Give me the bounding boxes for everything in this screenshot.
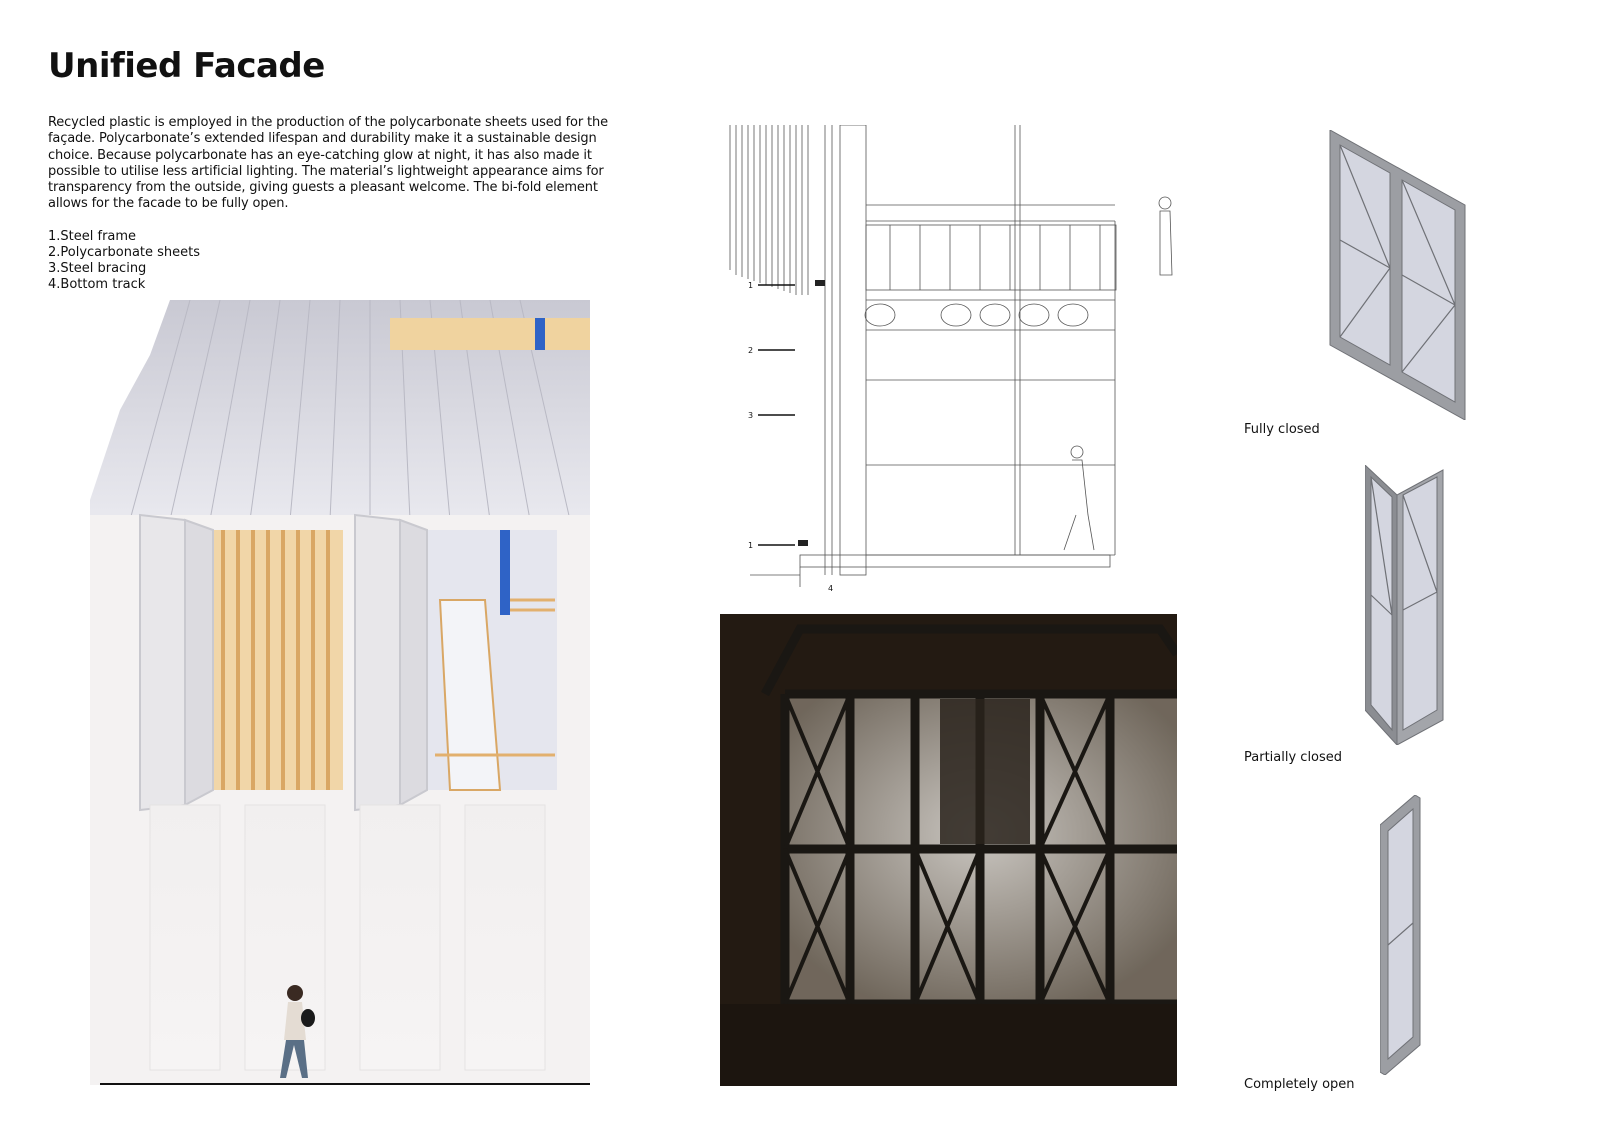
page-title: Unified Facade: [48, 46, 325, 86]
caption-partially-closed: Partially closed: [1244, 750, 1343, 765]
caption-completely-open: Completely open: [1244, 1077, 1355, 1092]
section-marker: 2: [748, 346, 754, 355]
legend-item: 2.Polycarbonate sheets: [48, 245, 201, 260]
legend-item: 4.Bottom track: [48, 277, 146, 292]
legend-item: 1.Steel frame: [48, 229, 137, 244]
section-marker: 4: [828, 584, 834, 593]
facade-section-drawing: [720, 125, 1175, 600]
night-model-photo: [720, 614, 1177, 1086]
facade-render-image: [90, 300, 590, 1085]
door-completely-open-illustration: [1380, 795, 1425, 1075]
section-marker: 1: [748, 541, 754, 550]
intro-paragraph: Recycled plastic is employed in the production of the polycarbonate sheets used for the façade. Polycarbonate’s extended lifespan and durability make it a sustainable design choice. Because polycarbonate has an eye-catching glow at night, it has also made it possible to utilise less artificial lighting. The material’s lightweight appearance aims for transparency from the outside, giving guests a pleasant welcome. The bi-fold element allows for the facade to be fully open.: [48, 115, 608, 212]
door-fully-closed-illustration: [1320, 130, 1470, 420]
legend-list: [48, 229, 200, 293]
caption-fully-closed: Fully closed: [1244, 422, 1320, 437]
door-partially-closed-illustration: [1365, 465, 1445, 745]
section-marker: 3: [748, 411, 754, 420]
legend-item: 3.Steel bracing: [48, 261, 147, 276]
section-marker: 1: [748, 281, 754, 290]
